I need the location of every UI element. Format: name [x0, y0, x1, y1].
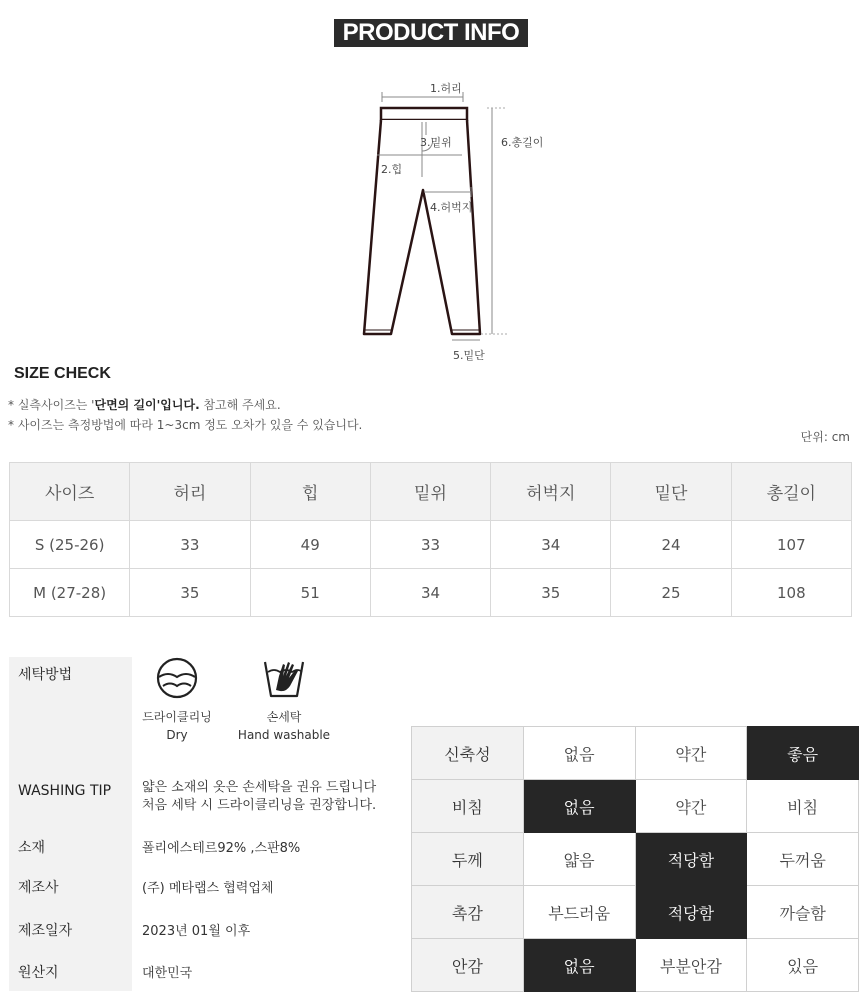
header-cell: 허리	[130, 463, 250, 521]
table-cell: 49	[250, 521, 370, 569]
feel-option: 부분안감	[635, 939, 747, 992]
feel-option-selected: 적당함	[635, 833, 747, 886]
feel-row	[412, 886, 859, 939]
feel-row	[412, 727, 859, 780]
header-cell: 힙	[250, 463, 370, 521]
fabric-feel-table	[411, 726, 859, 992]
feel-row	[412, 939, 859, 992]
table-row	[10, 521, 852, 569]
feel-option-selected: 적당함	[635, 886, 747, 939]
feel-option: 부드러움	[523, 886, 635, 939]
feel-row-label: 안감	[412, 939, 524, 992]
feel-option-selected: 없음	[523, 939, 635, 992]
feel-option: 두꺼움	[747, 833, 859, 886]
feel-option-selected: 좋음	[747, 727, 859, 780]
size-table-header	[10, 463, 852, 521]
maker-value: (주) 메타랩스 협력업체	[142, 881, 274, 896]
hand-wash-icon	[262, 656, 306, 700]
table-cell: 34	[491, 521, 611, 569]
care-label-column	[9, 657, 132, 991]
feel-option: 약간	[635, 780, 747, 833]
table-row	[10, 569, 852, 617]
feel-row-label: 촉감	[412, 886, 524, 939]
washing-tip-label: WASHING TIP	[18, 783, 112, 799]
feel-row	[412, 780, 859, 833]
size-note-1	[8, 396, 281, 413]
diagram-label-waist: 1.허리	[430, 82, 462, 95]
table-cell: 35	[130, 569, 250, 617]
washing-tip-line-2: 처음 세탁 시 드라이클리닝을 권장합니다.	[142, 798, 377, 813]
material-value: 폴리에스테르92% ,스판8%	[142, 841, 301, 856]
hand-wash-item	[234, 656, 334, 744]
page-title: PRODUCT INFO	[334, 19, 528, 47]
feel-option: 있음	[747, 939, 859, 992]
dry-clean-item	[137, 656, 217, 744]
table-cell: 108	[731, 569, 851, 617]
size-table	[9, 462, 852, 617]
diagram-label-thigh: 4.허벅지	[430, 201, 473, 214]
header-cell: 밑위	[370, 463, 490, 521]
table-cell: 33	[370, 521, 490, 569]
table-cell: 51	[250, 569, 370, 617]
dry-clean-label-ko: 드라이클리닝	[142, 710, 212, 724]
feel-row-label: 두께	[412, 833, 524, 886]
origin-value: 대한민국	[142, 966, 193, 981]
diagram-label-hem: 5.밑단	[453, 349, 485, 362]
table-cell: 25	[611, 569, 731, 617]
washing-tip-line-1: 얇은 소재의 옷은 손세탁을 권유 드립니다	[142, 780, 377, 795]
unit-label: 단위: cm	[800, 430, 850, 444]
table-cell: 33	[130, 521, 250, 569]
feel-option: 없음	[523, 727, 635, 780]
table-cell: 35	[491, 569, 611, 617]
size-note-1-bold: 단면의 길이'입니다.	[94, 398, 200, 412]
material-label: 소재	[18, 840, 46, 856]
dry-clean-icon	[155, 656, 199, 700]
header-cell: 허벅지	[491, 463, 611, 521]
origin-label: 원산지	[18, 965, 59, 981]
table-cell: 24	[611, 521, 731, 569]
manufacture-date-value: 2023년 01월 이후	[142, 924, 251, 939]
header-cell: 사이즈	[10, 463, 130, 521]
header-cell: 밑단	[611, 463, 731, 521]
table-cell: 34	[370, 569, 490, 617]
diagram-label-length: 6.총길이	[501, 136, 544, 149]
table-cell: M (27-28)	[10, 569, 130, 617]
pants-measurement-diagram	[355, 75, 555, 370]
feel-row-label: 신축성	[412, 727, 524, 780]
feel-option: 얇음	[523, 833, 635, 886]
feel-option: 비침	[747, 780, 859, 833]
diagram-label-rise: 3.밑위	[420, 136, 452, 149]
wash-method-label: 세탁방법	[18, 667, 73, 683]
feel-option: 약간	[635, 727, 747, 780]
size-note-1-prefix: * 실측사이즈는 '	[8, 398, 95, 412]
table-cell: S (25-26)	[10, 521, 130, 569]
hand-wash-label-en: Hand washable	[237, 728, 331, 742]
size-check-title: SIZE CHECK	[14, 365, 111, 382]
feel-row	[412, 833, 859, 886]
diagram-label-hip: 2.힙	[381, 163, 403, 176]
dry-clean-label-en: Dry	[166, 728, 188, 742]
header-cell: 총길이	[731, 463, 851, 521]
feel-option-selected: 없음	[523, 780, 635, 833]
manufacture-date-label: 제조일자	[18, 923, 73, 939]
pants-illustration	[355, 75, 555, 370]
table-cell: 107	[731, 521, 851, 569]
feel-row-label: 비침	[412, 780, 524, 833]
feel-option: 까슬함	[747, 886, 859, 939]
maker-label: 제조사	[18, 880, 59, 896]
size-note-1-suffix: 참고해 주세요.	[199, 398, 281, 412]
hand-wash-label-ko: 손세탁	[266, 710, 302, 724]
size-note-2: * 사이즈는 측정방법에 따라 1~3cm 정도 오차가 있을 수 있습니다.	[8, 418, 363, 432]
